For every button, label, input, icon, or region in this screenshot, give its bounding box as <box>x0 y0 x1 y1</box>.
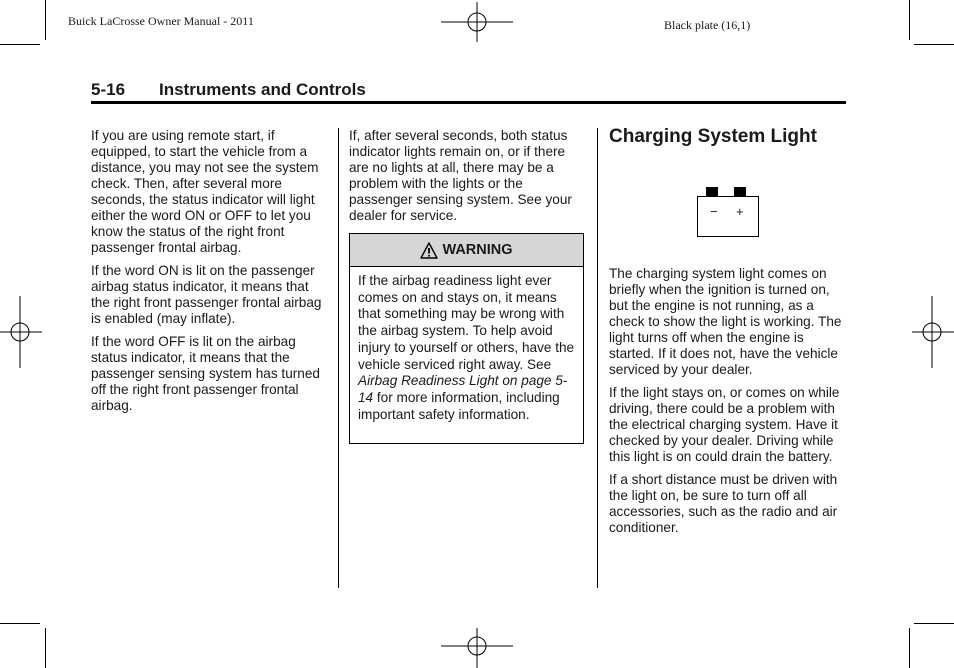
battery-icon <box>697 187 759 237</box>
crop-mark <box>45 628 46 668</box>
warning-header <box>350 234 583 267</box>
crop-mark <box>914 44 954 45</box>
crop-mark <box>0 44 40 45</box>
page-number: 5-16 <box>91 80 126 99</box>
header-rule <box>91 101 846 104</box>
plate-label: Black plate (16,1) <box>664 18 751 32</box>
column-divider <box>597 128 598 588</box>
warning-label: WARNING <box>442 242 513 258</box>
registration-mark-icon <box>912 296 954 368</box>
crop-mark <box>914 623 954 624</box>
registration-mark-icon <box>441 2 513 42</box>
warning-box <box>349 233 584 444</box>
battery-plus-label: + <box>736 204 744 219</box>
body-paragraph: The charging system light comes on briefly when the ignition is turned on, but the engine is not running, as a check to show the light is working. The light turns off when the engine is started. If it does not, have the vehicle serviced by your dealer. <box>609 266 842 377</box>
crop-mark <box>909 628 910 668</box>
battery-body <box>697 196 759 237</box>
manual-title: Buick LaCrosse Owner Manual - 2011 <box>68 14 254 28</box>
section-header <box>91 80 366 100</box>
battery-minus-label: − <box>710 204 718 219</box>
crop-mark <box>45 0 46 40</box>
crop-mark <box>909 0 910 40</box>
body-paragraph: If the light stays on, or comes on while driving, there could be a problem with the electrical charging system. Have it checked by your dealer. Driving while this light is on could drain the battery. <box>609 385 840 464</box>
registration-mark-icon <box>441 628 513 668</box>
warning-text: If the airbag readiness light ever comes on and stays on, it means that something may be wrong with the airbag system. To help avoid injury to yourself or others, have the vehicle serviced right away. See <box>358 273 575 372</box>
column-3 <box>609 266 849 543</box>
body-paragraph: If, after several seconds, both status indicator lights remain on, or if there are no lights at all, there may be a problem with the lights or the passenger sensing system. See your dealer for service. <box>349 128 572 223</box>
crop-mark <box>0 623 40 624</box>
warning-triangle-icon <box>420 242 438 259</box>
cross-reference-link[interactable]: Airbag Readiness Light on page 5-14 <box>358 373 568 405</box>
column-2 <box>349 128 587 231</box>
column-divider <box>338 128 339 588</box>
column-1 <box>91 128 327 421</box>
warning-body <box>350 267 583 423</box>
body-paragraph: If you are using remote start, if equipped, to start the vehicle from a distance, you may not see the system check. Then, after several more seconds, the status indicator will light either the word ON or OFF to let you know the status of the right front passenger frontal airbag. <box>91 128 319 255</box>
battery-terminal <box>734 187 746 196</box>
body-paragraph: If a short distance must be driven with the light on, be sure to turn off all accessories, such as the radio and air conditioner. <box>609 472 838 535</box>
body-paragraph: If the word OFF is lit on the airbag status indicator, it means that the passenger sensing system has turned off the right front passenger frontal airbag. <box>91 334 320 413</box>
warning-text: for more information, including important safety information. <box>358 389 560 422</box>
section-title: Instruments and Controls <box>159 80 366 99</box>
battery-terminal <box>706 187 718 196</box>
section-heading: Charging System Light <box>609 126 817 147</box>
registration-mark-icon <box>0 296 42 368</box>
body-paragraph: If the word ON is lit on the passenger airbag status indicator, it means that the right front passenger frontal airbag is enabled (may inflate). <box>91 263 322 326</box>
